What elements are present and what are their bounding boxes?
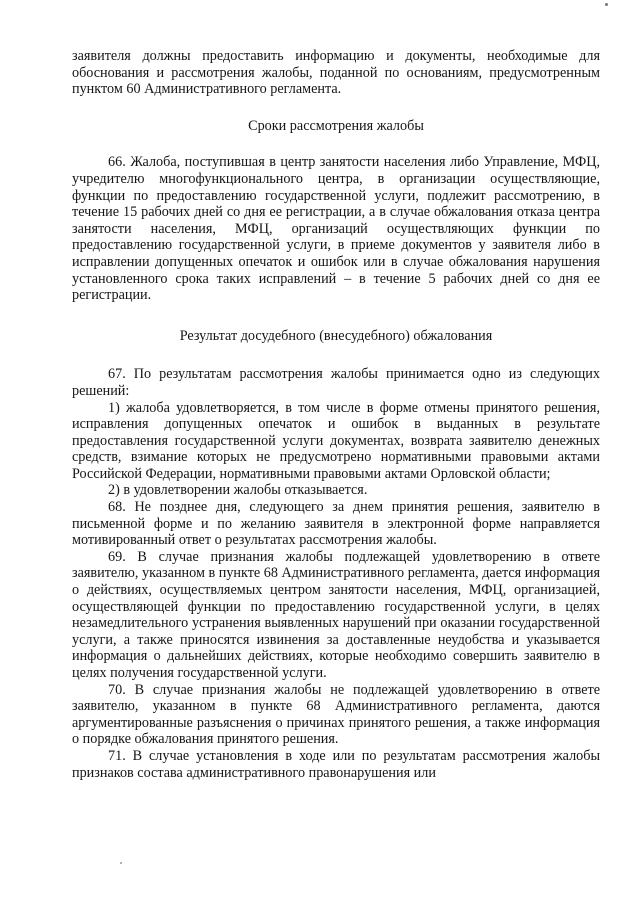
paragraph-67: 67. По результатам рассмотрения жалобы принимается одно из следующих решений: bbox=[72, 366, 600, 399]
paragraph-71: 71. В случае установления в ходе или по результатам рассмотрения жалобы признаков состава административного правонарушения или bbox=[72, 747, 600, 781]
heading-review-terms: Сроки рассмотрения жалобы bbox=[248, 117, 424, 134]
paragraph-continuation: заявителя должны предоставить информацию и документы, необходимые для обоснования и рассмотрения жалобы, поданной по основаниям, предусмотренным пунктом 60 Административного регламента. bbox=[72, 48, 600, 98]
heading-appeal-result: Результат досудебного (внесудебного) обжалования bbox=[179, 327, 493, 344]
paragraph-68: 68. Не позднее дня, следующего за днем принятия решения, заявителю в письменной форме и по желанию заявителя в электронной форме направляется мотивированный ответ о результатах рассмотрения жалобы. bbox=[72, 499, 600, 549]
paragraph-66: 66. Жалоба, поступившая в центр занятости населения либо Управление, МФЦ, учредителю многофункционального центра, в организации осуществляющие, функции по предоставлению государственной услуги, подлежит рассмотрению, в течение 15 рабочих дней со дня ее регистрации, а в случае обжалования отказа центра занятости населения, МФЦ, организаций осуществляющих функции по предоставлению государственной услуги, в приеме документов у заявителя либо в исправлении допущенных опечаток и ошибок или в случае обжалования нарушения установленного срока таких исправлений – в течение 5 рабочих дней со дня ее регистрации. bbox=[72, 154, 600, 304]
paragraph-67-item-1: 1) жалоба удовлетворяется, в том числе в форме отмены принятого решения, исправления допущенных опечаток и ошибок в выданных в результате предоставления государственной услуги документах, возврата заявителю денежных средств, взимание которых не предусмотрено нормативными правовыми актами Российской Федерации, нормативными правовыми актами Орловской области; bbox=[72, 399, 600, 482]
paragraph-70: 70. В случае признания жалобы не подлежащей удовлетворению в ответе заявителю, указанном в пункте 68 Административного регламента, даются аргументированные разъяснения о причинах принятого решения, а также информация о порядке обжалования принятого решения. bbox=[72, 681, 600, 748]
scan-speck-bottom bbox=[120, 862, 122, 864]
paragraph-67-item-2: 2) в удовлетворении жалобы отказывается. bbox=[108, 482, 368, 499]
paragraph-69: 69. В случае признания жалобы подлежащей удовлетворению в ответе заявителю, указанном в пункте 68 Административного регламента, дается информация о действиях, осуществляемых центром занятости населения, МФЦ, организацией, осуществляющей функции по предоставлению государственной услуги, в целях незамедлительного устранения выявленных нарушений при оказании государственной услуги, а также приносятся извинения за доставленные неудобства и указывается информация о дальнейших действиях, которые необходимо совершить заявителю в целях получения государственной услуги. bbox=[72, 548, 600, 681]
scan-speck bbox=[605, 3, 608, 6]
